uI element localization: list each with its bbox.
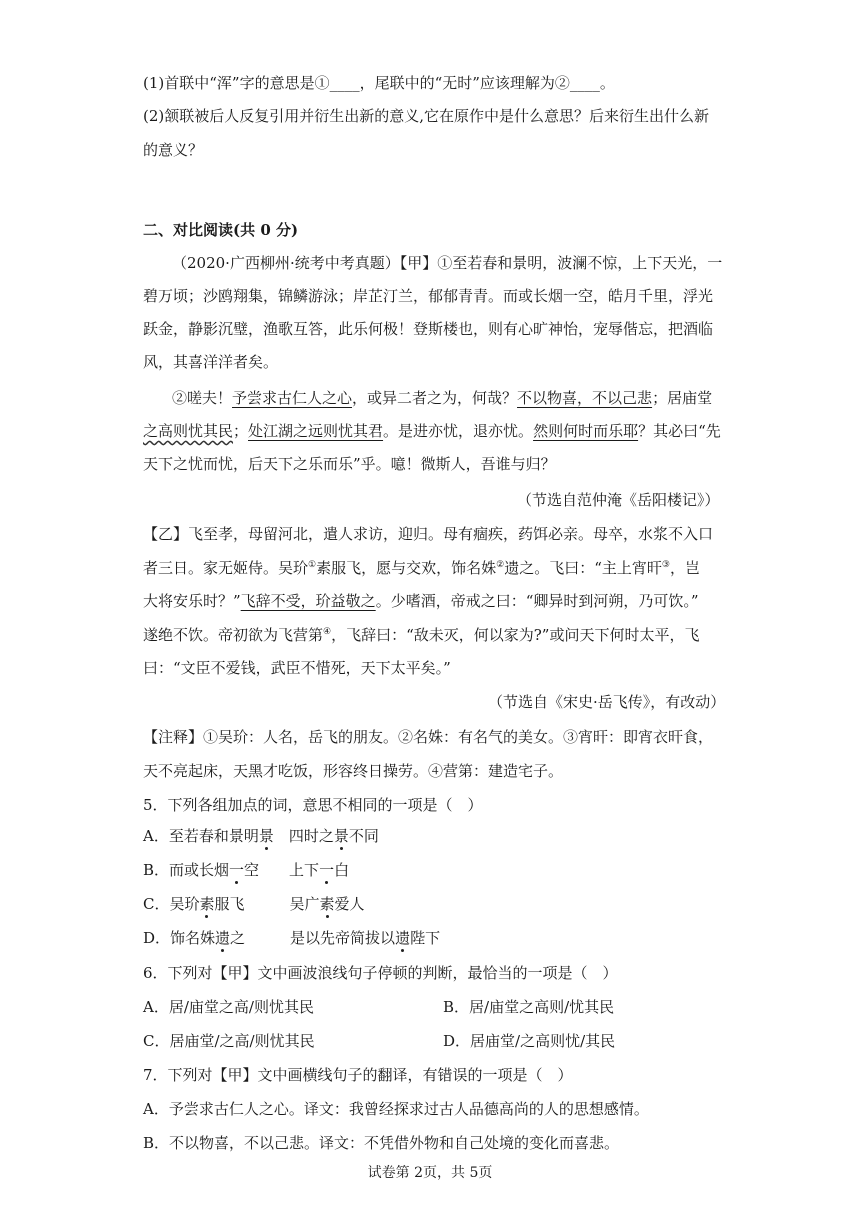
option-text: A．至若春和景明 xyxy=(143,827,259,845)
dotted-char: 遗 xyxy=(395,929,411,947)
note-ref: ② xyxy=(496,560,505,570)
q6-option-c[interactable]: C．居庙堂/之高/则忧其民 xyxy=(143,1032,315,1050)
jia-p2-line2 xyxy=(143,421,721,441)
jia-text: ； xyxy=(233,422,249,440)
yi-text: 遗之。飞曰：“主上宵旰 xyxy=(504,559,662,577)
wavy-sentence: 之高则忧其民 xyxy=(143,422,234,440)
q5-option-a[interactable] xyxy=(143,826,379,846)
notes-line1: 【注释】①吴玠：人名，岳飞的朋友。②名姝：有名气的美女。③宵旰：即宵衣旰食， xyxy=(143,728,714,746)
underlined-sentence: 飞辞不受，玠益敬之 xyxy=(240,592,376,610)
yi-source: （节选自《宋史·岳飞传》，有改动） xyxy=(488,693,726,711)
q6-row1 xyxy=(143,997,314,1017)
section-title: 二、对比阅读(共 0 分) xyxy=(143,221,299,239)
underlined-sentence: 予尝求古仁人之心 xyxy=(232,389,353,407)
yi-text: 。少嗜酒，帝戒之曰：“卿异时到河朔，乃可饮。” xyxy=(375,592,699,610)
q5-option-d[interactable] xyxy=(143,928,440,948)
note-ref: ④ xyxy=(323,627,332,637)
yi-line3 xyxy=(143,591,699,611)
q6-option-a[interactable]: A．居/庙堂之高/则忧其民 xyxy=(143,998,314,1016)
yi-text: 大将安乐时？” xyxy=(143,592,241,610)
jia-p2-line3: 天下之忧而忧，后天下之乐而乐”乎。噫！微斯人，吾谁与归？ xyxy=(143,455,556,473)
note-ref: ③ xyxy=(661,560,670,570)
notes-line2: 天不亮起床，天黑才吃饭，形容终日操劳。④营第：建造宅子。 xyxy=(143,762,564,780)
q5-stem: 5．下列各组加点的词，意思不相同的一项是（ ） xyxy=(143,796,483,814)
option-text: 服飞 吴广 xyxy=(214,895,320,913)
yi-text: 者三日。家无姬侍。吴玠 xyxy=(143,559,309,577)
jia-source: （节选自范仲淹《岳阳楼记》） xyxy=(517,491,720,509)
jia-text: ；居庙堂 xyxy=(652,389,713,407)
yi-text: 遂绝不饮。帝初欲为飞营第 xyxy=(143,626,324,644)
q7-option-b[interactable]: B．不以物喜，不以己悲。译文：不凭借外物和自己处境的变化而喜悲。 xyxy=(143,1134,620,1152)
yi-line5: 曰：“文臣不爱钱，武臣不惜死，天下太平矣。” xyxy=(143,659,451,677)
jia-line3: 跃金，静影沉璧，渔歌互答，此乐何极！登斯楼也，则有心旷神怡，宠辱偕忘，把酒临 xyxy=(143,320,714,338)
page-footer: 试卷第 2页，共 5页 xyxy=(367,1165,493,1181)
jia-text: ，或异二者之为，何哉？ xyxy=(352,389,518,407)
option-text: 之 是以先帝简拔以 xyxy=(230,929,396,947)
underlined-sentence: 然则何时而乐耶 xyxy=(533,422,639,440)
dotted-char: 景 xyxy=(258,827,274,845)
note-ref: ① xyxy=(308,560,317,570)
yi-line1: 【乙】飞至孝，母留河北，遣人求访，迎归。母有痼疾，药饵必亲。母卒，水浆不入口 xyxy=(143,525,714,543)
q5-option-b[interactable] xyxy=(143,860,349,880)
q7-option-a[interactable]: A．予尝求古仁人之心。译文：我曾经探求过古人品德高尚的人的思想感情。 xyxy=(143,1100,649,1118)
q-prev-line2: (2)颔联被后人反复引用并衍生出新的意义,它在原作中是什么意思？后来衍生出什么新 xyxy=(143,107,710,125)
dotted-char: 一 xyxy=(229,861,245,879)
option-text: 四时之 xyxy=(273,827,334,845)
jia-line1: （2020·广西柳州·统考中考真题）【甲】①至若春和景明，波澜不惊，上下天光，一 xyxy=(172,254,723,272)
option-text: 白 xyxy=(334,861,350,879)
underlined-sentence: 不以物喜，不以己悲 xyxy=(517,389,653,407)
option-text: 不同 xyxy=(348,827,379,845)
option-text: B．而或长烟 xyxy=(143,861,230,879)
dotted-char: 一 xyxy=(319,861,335,879)
option-text: C．吴玠 xyxy=(143,895,200,913)
q7-stem: 7．下列对【甲】文中画横线句子的翻译，有错误的一项是（ ） xyxy=(143,1066,573,1084)
yi-line2 xyxy=(143,558,700,578)
q6-row2 xyxy=(143,1031,315,1051)
dotted-char: 景 xyxy=(333,827,349,845)
option-text: 空 上下 xyxy=(244,861,320,879)
jia-text: 。是进亦忧，退亦忧。 xyxy=(383,422,534,440)
yi-text: ，岂 xyxy=(669,559,700,577)
q6-option-d[interactable]: D．居庙堂/之高则忧/其民 xyxy=(443,1032,616,1050)
yi-text: 素服飞，愿与交欢，饰名姝 xyxy=(316,559,497,577)
dotted-char: 遗 xyxy=(215,929,231,947)
q-prev-line1: (1)首联中“浑”字的意思是①____，尾联中的“无时”应该理解为②____。 xyxy=(143,74,615,92)
q5-option-c[interactable] xyxy=(143,894,365,914)
dotted-char: 素 xyxy=(199,895,215,913)
q6-option-b[interactable]: B．居/庙堂之高则/忧其民 xyxy=(443,998,615,1016)
option-text: 爱人 xyxy=(334,895,365,913)
dotted-char: 素 xyxy=(319,895,335,913)
jia-line4: 风，其喜洋洋者矣。 xyxy=(143,353,279,371)
jia-p2-line1 xyxy=(172,388,712,408)
underlined-sentence: 处江湖之远则忧其君 xyxy=(248,422,384,440)
q-prev-line3: 的意义？ xyxy=(143,141,204,159)
jia-text: ？其必曰“先 xyxy=(638,422,721,440)
jia-line2: 碧万顷；沙鸥翔集，锦鳞游泳；岸芷汀兰，郁郁青青。而或长烟一空，皓月千里，浮光 xyxy=(143,287,714,305)
yi-text: ，飞辞曰：“敌未灭，何以家为?”或问天下何时太平，飞 xyxy=(331,626,700,644)
yi-line4 xyxy=(143,625,699,645)
option-text: 陛下 xyxy=(410,929,441,947)
q6-stem: 6．下列对【甲】文中画波浪线句子停顿的判断，最恰当的一项是（ ） xyxy=(143,964,618,982)
jia-text: ②嗟夫！ xyxy=(172,389,233,407)
option-text: D．饰名姝 xyxy=(143,929,216,947)
